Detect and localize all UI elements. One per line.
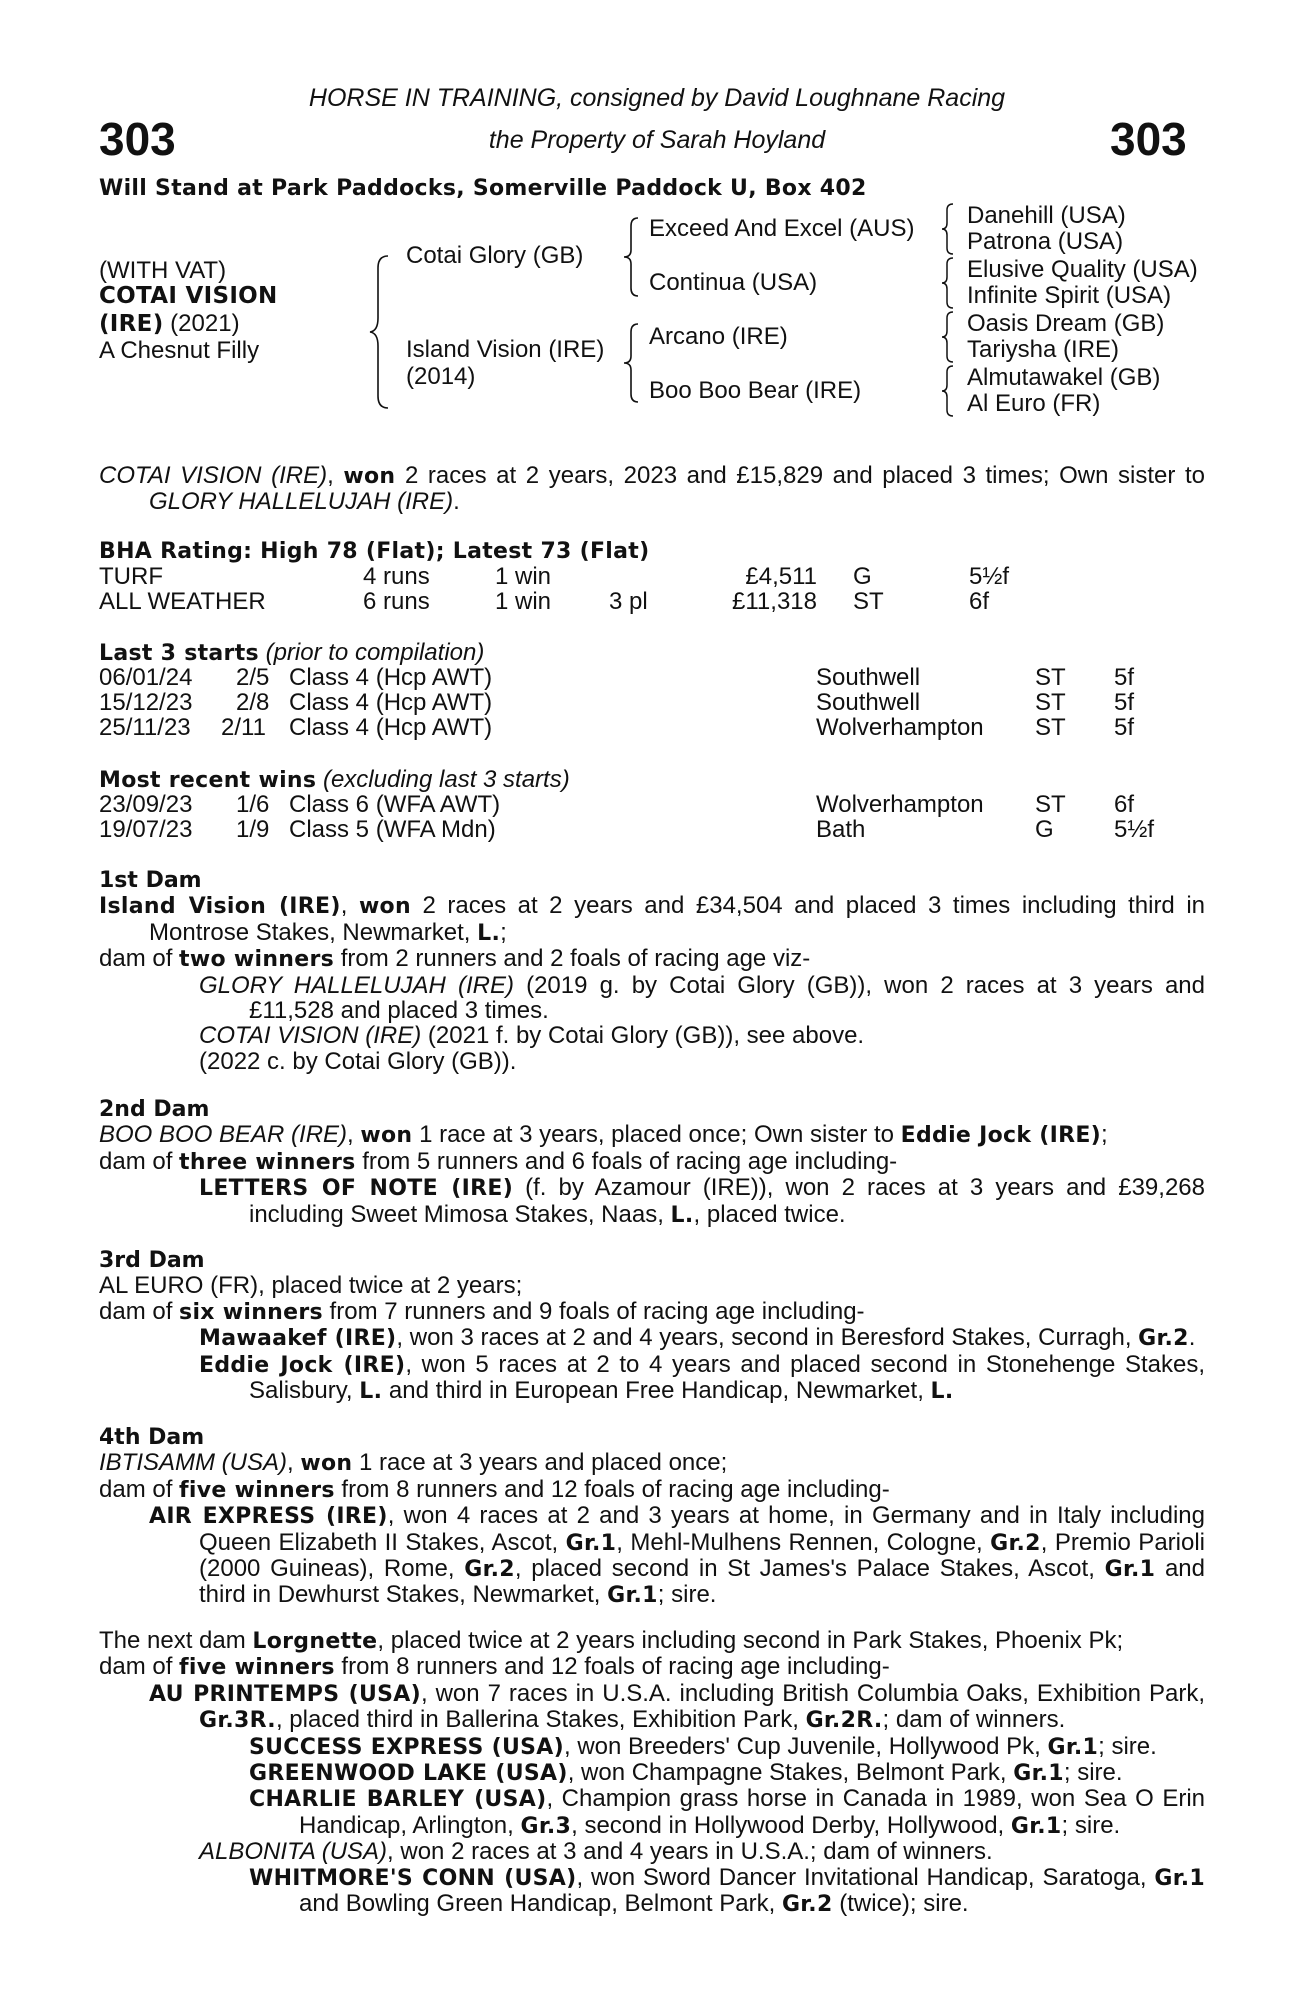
rating-title: BHA Rating: High 78 (Flat); Latest 73 (Flat)	[99, 539, 650, 564]
dam-dam: Boo Boo Bear (IRE)	[649, 377, 862, 404]
lot-number-right: 303	[1110, 113, 1187, 165]
horse-summary: COTAI VISION (IRE), won 2 races at 2 years, 2023 and £15,829 and placed 3 times; Own sister to GLORY HALLELUJAH (IRE).	[99, 462, 1206, 516]
fourth-dam-section: 4th Dam IBTISAMM (USA), won 1 race at 3 years and placed once; dam of five winners from 8 runners and 12 foals of racing age including- AIR EXPRESS (IRE), won 4 races at 2 and 3 years at home, in Germany and in Italy including Queen Elizabeth II Stakes, Ascot, Gr.1, Mehl-Mulhens Rennen, Cologne, Gr.2, Premio Parioli (2000 Guineas), Rome, Gr.2, placed second in St James's Palace Stakes, Ascot, Gr.1 and third in Dewhurst Stakes, Newmarket, Gr.1; sire.	[99, 1425, 1205, 1609]
brace-sd	[940, 256, 956, 310]
brace-dam	[622, 322, 642, 404]
sd-sire: Elusive Quality (USA)	[967, 256, 1198, 283]
sire: Cotai Glory (GB)	[406, 242, 584, 269]
section-title: 3rd Dam	[99, 1248, 205, 1273]
next-dam-section: The next dam Lorgnette, placed twice at 2 years including second in Park Stakes, Phoenix Pk; dam of five winners from 8 runners and 12 foals of racing age including- AU PRINTEMPS (USA), won 7 races in U.S.A. including British Columbia Oaks, Exhibition Park, Gr.3R., placed third in Ballerina Stakes, Exhibition Park, Gr.2R.; dam of winners. SUCCESS EXPRESS (USA), won Breeders' Cup Juvenile, Hollywood Pk, Gr.1; sire. GREENWOOD LAKE (USA), won Champagne Stakes, Belmont Park, Gr.1; sire. CHARLIE BARLEY (USA), Champion grass horse in Canada in 1989, won Sea O Erin Handicap, Arlington, Gr.3, second in Hollywood Derby, Hollywood, Gr.1; sire. ALBONITA (USA), won 2 races at 3 and 4 years in U.S.A.; dam of winners. WHITMORE'S CONN (USA), won Sword Dancer Invitational Handicap, Saratoga, Gr.1 and Bowling Green Handicap, Belmont Park, Gr.2 (twice); sire.	[99, 1627, 1205, 1918]
dam: Island Vision (IRE)	[406, 336, 605, 363]
ds-sire: Oasis Dream (GB)	[967, 310, 1165, 337]
vat-label: (WITH VAT)	[99, 257, 227, 284]
first-dam-section: 1st Dam Island Vision (IRE), won 2 races at 2 years and £34,504 and placed 3 times including third in Montrose Stakes, Newmarket, L.; dam of two winners from 2 runners and 2 foals of racing age viz- GLORY HALLELUJAH (IRE) (2019 g. by Cotai Glory (GB)), won 2 races at 3 years and £11,528 and placed 3 times. COTAI VISION (IRE) (2021 f. by Cotai Glory (GB)), see above. (2022 c. by Cotai Glory (GB)).	[99, 868, 1206, 1075]
recent-title: Most recent wins (excluding last 3 starts)	[99, 766, 570, 793]
dd-dam: Al Euro (FR)	[967, 390, 1101, 417]
third-dam-section: 3rd Dam AL EURO (FR), placed twice at 2 years; dam of six winners from 7 runners and 9 foals of racing age including- Mawaakef (IRE), won 3 races at 2 and 4 years, second in Beresford Stakes, Curragh, Gr.2. Eddie Jock (IRE), won 5 races at 2 to 4 years and placed second in Stonehenge Stakes, Salisbury, L. and third in European Free Handicap, Newmarket, L.	[99, 1248, 1206, 1405]
second-dam-section: 2nd Dam BOO BOO BEAR (IRE), won 1 race at 3 years, placed once; Own sister to Eddie Jock (IRE); dam of three winners from 5 runners and 6 foals of racing age including- LETTERS OF NOTE (IRE) (f. by Azamour (IRE)), won 2 races at 3 years and £39,268 including Sweet Mimosa Stakes, Naas, L., placed twice.	[99, 1097, 1205, 1228]
lot-number-left: 303	[99, 113, 176, 165]
brace-dd	[940, 364, 956, 418]
horse-name: COTAI VISION	[99, 283, 278, 309]
dam-sire: Arcano (IRE)	[649, 323, 788, 350]
sire-dam: Continua (USA)	[649, 269, 818, 296]
sire-sire: Exceed And Excel (AUS)	[649, 215, 915, 242]
last3-title: Last 3 starts (prior to compilation)	[99, 639, 485, 666]
brace-main	[368, 254, 392, 410]
brace-ds	[940, 310, 956, 364]
brace-sire	[622, 216, 642, 298]
sd-dam: Infinite Spirit (USA)	[967, 282, 1172, 309]
dam-year: (2014)	[406, 363, 476, 390]
section-title: 1st Dam	[99, 868, 202, 893]
brace-ss	[940, 202, 956, 256]
property-line: the Property of Sarah Hoyland	[488, 126, 826, 154]
ds-dam: Tariysha (IRE)	[967, 336, 1120, 363]
section-title: 4th Dam	[99, 1425, 205, 1450]
ss-dam: Patrona (USA)	[967, 228, 1124, 255]
section-title: 2nd Dam	[99, 1097, 210, 1122]
ss-sire: Danehill (USA)	[967, 202, 1126, 229]
horse-origin-year: (IRE) (2021)	[99, 310, 240, 337]
horse-description: A Chesnut Filly	[99, 337, 260, 364]
consignor-line: HORSE IN TRAINING, consigned by David Loughnane Racing	[308, 84, 1006, 112]
stabling-line: Will Stand at Park Paddocks, Somerville Paddock U, Box 402	[99, 176, 867, 201]
dd-sire: Almutawakel (GB)	[967, 364, 1161, 391]
